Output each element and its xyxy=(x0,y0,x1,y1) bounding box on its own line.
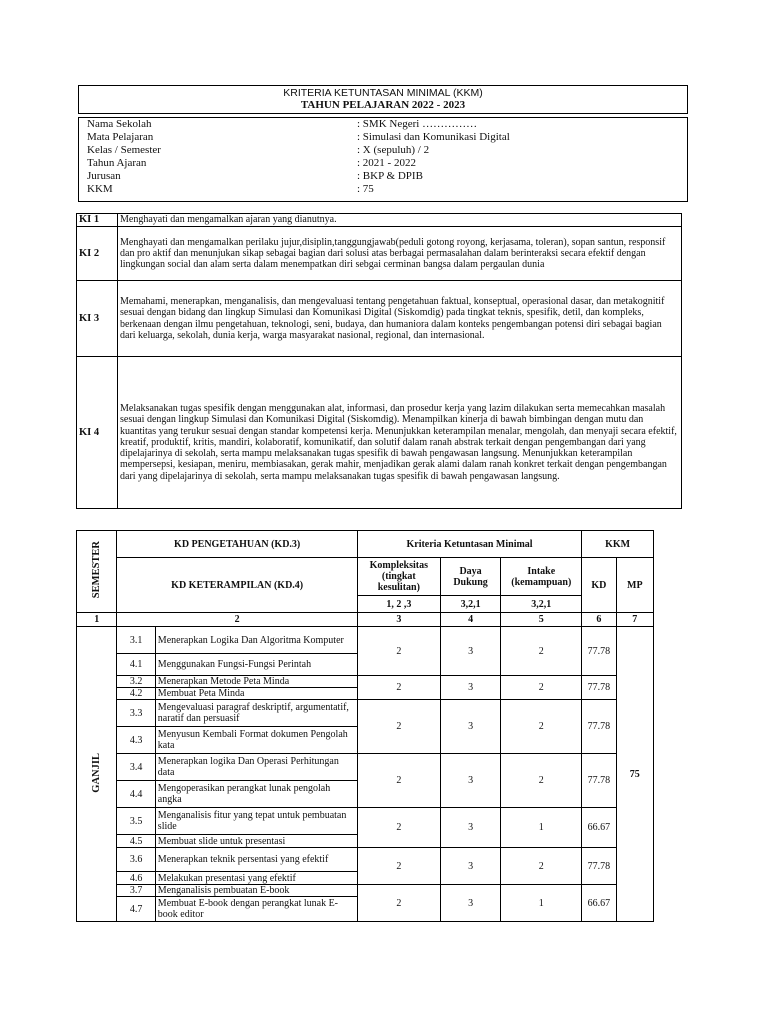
table-row xyxy=(77,808,654,835)
kd-number: 4.7 xyxy=(117,897,155,922)
mp-value: 75 xyxy=(616,627,653,922)
kd-number: 3.5 xyxy=(117,808,155,835)
kd-number: 3.3 xyxy=(117,700,155,727)
daya-dukung-value: 3 xyxy=(440,885,501,922)
kd-keterampilan-header: KD KETERAMPILAN (KD.4) xyxy=(117,558,357,613)
kd-description: Membuat Peta Minda xyxy=(155,688,357,700)
info-value-kkm: : 75 xyxy=(357,183,374,195)
info-value-school: : SMK Negeri …………… xyxy=(357,118,478,130)
intake-value: 2 xyxy=(501,848,582,885)
kriteria-header: Kriteria Ketuntasan Minimal xyxy=(357,531,581,558)
kompleksitas-value: 2 xyxy=(357,885,440,922)
kd-value: 77.78 xyxy=(582,676,616,700)
scale-intake: 3,2,1 xyxy=(501,596,582,613)
kd-description: Menerapkan Logika Dan Algoritma Komputer xyxy=(155,627,357,654)
kd-description: Melakukan presentasi yang efektif xyxy=(155,872,357,885)
intake-value: 1 xyxy=(501,885,582,922)
ganjil-label: GANJIL xyxy=(91,752,103,793)
kd-number: 3.1 xyxy=(117,627,155,654)
ki-label: KI 4 xyxy=(77,357,118,509)
document-title: KRITERIA KETUNTASAN MINIMAL (KKM) xyxy=(283,87,483,99)
col-number: 6 xyxy=(582,613,616,627)
ki-row xyxy=(77,214,682,227)
kd-description: Menganalisis pembuatan E-book xyxy=(155,885,357,897)
kd-value: 77.78 xyxy=(582,700,616,754)
info-label-major: Jurusan xyxy=(87,170,121,182)
info-value-subject: : Simulasi dan Komunikasi Digital xyxy=(357,131,510,143)
daya-dukung-value: 3 xyxy=(440,848,501,885)
semester-label: SEMESTER xyxy=(91,541,103,599)
kd-number: 4.2 xyxy=(117,688,155,700)
academic-year: TAHUN PELAJARAN 2022 - 2023 xyxy=(300,99,466,111)
table-row xyxy=(77,676,654,688)
kd-description: Menggunakan Fungsi-Fungsi Perintah xyxy=(155,654,357,676)
school-info-box xyxy=(78,117,688,202)
daya-dukung-value: 3 xyxy=(440,754,501,808)
info-label-subject: Mata Pelajaran xyxy=(87,131,154,143)
scale-kompleksitas: 1, 2 ,3 xyxy=(357,596,440,613)
table-row xyxy=(77,627,654,654)
col-number: 7 xyxy=(616,613,653,627)
intake-header: Intake (kemampuan) xyxy=(501,558,582,596)
kompleksitas-value: 2 xyxy=(357,754,440,808)
kd-number: 3.4 xyxy=(117,754,155,781)
kd-description: Membuat slide untuk presentasi xyxy=(155,835,357,848)
col-number: 3 xyxy=(357,613,440,627)
scale-daya-dukung: 3,2,1 xyxy=(440,596,501,613)
kd-number: 3.6 xyxy=(117,848,155,872)
kd-value: 77.78 xyxy=(582,848,616,885)
intake-value: 1 xyxy=(501,808,582,848)
info-label-school: Nama Sekolah xyxy=(87,118,152,130)
kd-number: 4.4 xyxy=(117,781,155,808)
ki-row xyxy=(77,227,682,281)
kd-number: 3.7 xyxy=(117,885,155,897)
ki-text: Menghayati dan mengamalkan perilaku jujur,disiplin,tanggungjawab(peduli gotong royong, kerjasama, toleran), sopan santun, responsif dan pro aktif dan menunjukan sikap sebagai bagian dari solusi atas berbagai permasalahan dalam berinteraksi secara efektif dengan lingkungan social dan alam serta dalam menempatkan diri sebgai cerminan bangsa dalam pergaulan dunia xyxy=(118,227,682,281)
col-number: 2 xyxy=(117,613,357,627)
kd-description: Menganalisis fitur yang tepat untuk pembuatan slide xyxy=(155,808,357,835)
kd-pengetahuan-header: KD PENGETAHUAN (KD.3) xyxy=(117,531,357,558)
kd-description: Membuat E-book dengan perangkat lunak E-book editor xyxy=(155,897,357,922)
info-value-major: : BKP & DPIB xyxy=(357,170,423,182)
ki-text: Memahami, menerapkan, menganalisis, dan mengevaluasi tentang pengetahuan faktual, konseptual, operasional dasar, dan metakognitif sesuai dengan bidang dan lingkup Simulasi dan Komunikasi Digital (Siskomdig) pada tingkat teknis, spesifik, detil, dan kompleks, berkenaan dengan ilmu pengetahuan, teknologi, seni, budaya, dan humaniora dalam konteks pengembangan potensi diri sebagai bagian dari keluarga, sekolah, dunia kerja, warga masyarakat nasional, regional, dan internasional. xyxy=(118,281,682,357)
info-label-kkm: KKM xyxy=(87,183,113,195)
daya-dukung-value: 3 xyxy=(440,808,501,848)
table-row xyxy=(77,754,654,781)
kkm-header: KKM xyxy=(582,531,654,558)
intake-value: 2 xyxy=(501,700,582,754)
daya-dukung-header: Daya Dukung xyxy=(440,558,501,596)
ki-label: KI 2 xyxy=(77,227,118,281)
kd-description: Menerapkan Metode Peta Minda xyxy=(155,676,357,688)
kd-description: Menyusun Kembali Format dokumen Pengolah kata xyxy=(155,727,357,754)
intake-value: 2 xyxy=(501,754,582,808)
ki-text: Melaksanakan tugas spesifik dengan menggunakan alat, informasi, dan prosedur kerja yang lazim dilakukan serta memecahkan masalah sesuai dengan lingkup Simulasi dan Komunikasi Digital (Siskomdig). Menampilkan kinerja di bawah bimbingan dengan mutu dan kuantitas yang terukur sesuai dengan standar kompetensi kerja. Menunjukkan keterampilan menalar, mengolah, dan menyaji secara efektif, kreatif, produktif, kritis, mandiri, kolaboratif, komunikatif, dan solutif dalam ranah abstrak terkait dengan pengembangan dari yang dipelajarinya di sekolah, serta mampu melaksanakan tugas spesifik di bawah pengawasan langsung. Menunjukkan keterampilan mempersepsi, kesiapan, meniru, membiasakan, gerak mahir, menjadikan gerak alami dalam ranah konkret terkait dengan pengembangan dari yang dipelajarinya di sekolah, serta mampu melaksanakan tugas spesifik di bawah pengawasan langsung. xyxy=(118,357,682,509)
ki-row xyxy=(77,357,682,509)
mp-header: MP xyxy=(616,558,653,613)
kd-description: Menerapkan teknik persentasi yang efektif xyxy=(155,848,357,872)
daya-dukung-value: 3 xyxy=(440,700,501,754)
info-label-year: Tahun Ajaran xyxy=(87,157,147,169)
intake-value: 2 xyxy=(501,627,582,676)
ki-text: Menghayati dan mengamalkan ajaran yang dianutnya. xyxy=(118,214,682,227)
kompleksitas-value: 2 xyxy=(357,627,440,676)
col-number: 4 xyxy=(440,613,501,627)
col-number: 5 xyxy=(501,613,582,627)
kd-description: Menerapkan logika Dan Operasi Perhitungan data xyxy=(155,754,357,781)
kd-number: 3.2 xyxy=(117,676,155,688)
semester-header xyxy=(77,531,117,613)
table-row xyxy=(77,700,654,727)
kd-description: Mengevaluasi paragraf deskriptif, argumentatif, naratif dan persuasif xyxy=(155,700,357,727)
kd-number: 4.3 xyxy=(117,727,155,754)
ki-row xyxy=(77,281,682,357)
kd-value: 66.67 xyxy=(582,885,616,922)
kd-value: 77.78 xyxy=(582,627,616,676)
daya-dukung-value: 3 xyxy=(440,676,501,700)
daya-dukung-value: 3 xyxy=(440,627,501,676)
kd-number: 4.5 xyxy=(117,835,155,848)
kompleksitas-value: 2 xyxy=(357,848,440,885)
info-value-year: : 2021 - 2022 xyxy=(357,157,416,169)
kompleksitas-value: 2 xyxy=(357,808,440,848)
intake-value: 2 xyxy=(501,676,582,700)
info-value-class: : X (sepuluh) / 2 xyxy=(357,144,430,156)
kompleksitas-value: 2 xyxy=(357,676,440,700)
col-number: 1 xyxy=(77,613,117,627)
kd-description: Mengoperasikan perangkat lunak pengolah angka xyxy=(155,781,357,808)
kd-number: 4.6 xyxy=(117,872,155,885)
title-box xyxy=(78,85,688,114)
table-row xyxy=(77,848,654,872)
kd-number: 4.1 xyxy=(117,654,155,676)
kd-table xyxy=(76,530,654,922)
column-number-row xyxy=(77,613,654,627)
kompleksitas-value: 2 xyxy=(357,700,440,754)
kd-value: 66.67 xyxy=(582,808,616,848)
kd-header: KD xyxy=(582,558,616,613)
table-row xyxy=(77,885,654,897)
info-label-class: Kelas / Semester xyxy=(87,144,161,156)
kompleksitas-header: Kompleksitas (tingkat kesulitan) xyxy=(357,558,440,596)
ki-table xyxy=(76,213,682,509)
kd-value: 77.78 xyxy=(582,754,616,808)
ki-label: KI 3 xyxy=(77,281,118,357)
ganjil-cell xyxy=(77,627,117,922)
ki-label: KI 1 xyxy=(77,214,118,227)
